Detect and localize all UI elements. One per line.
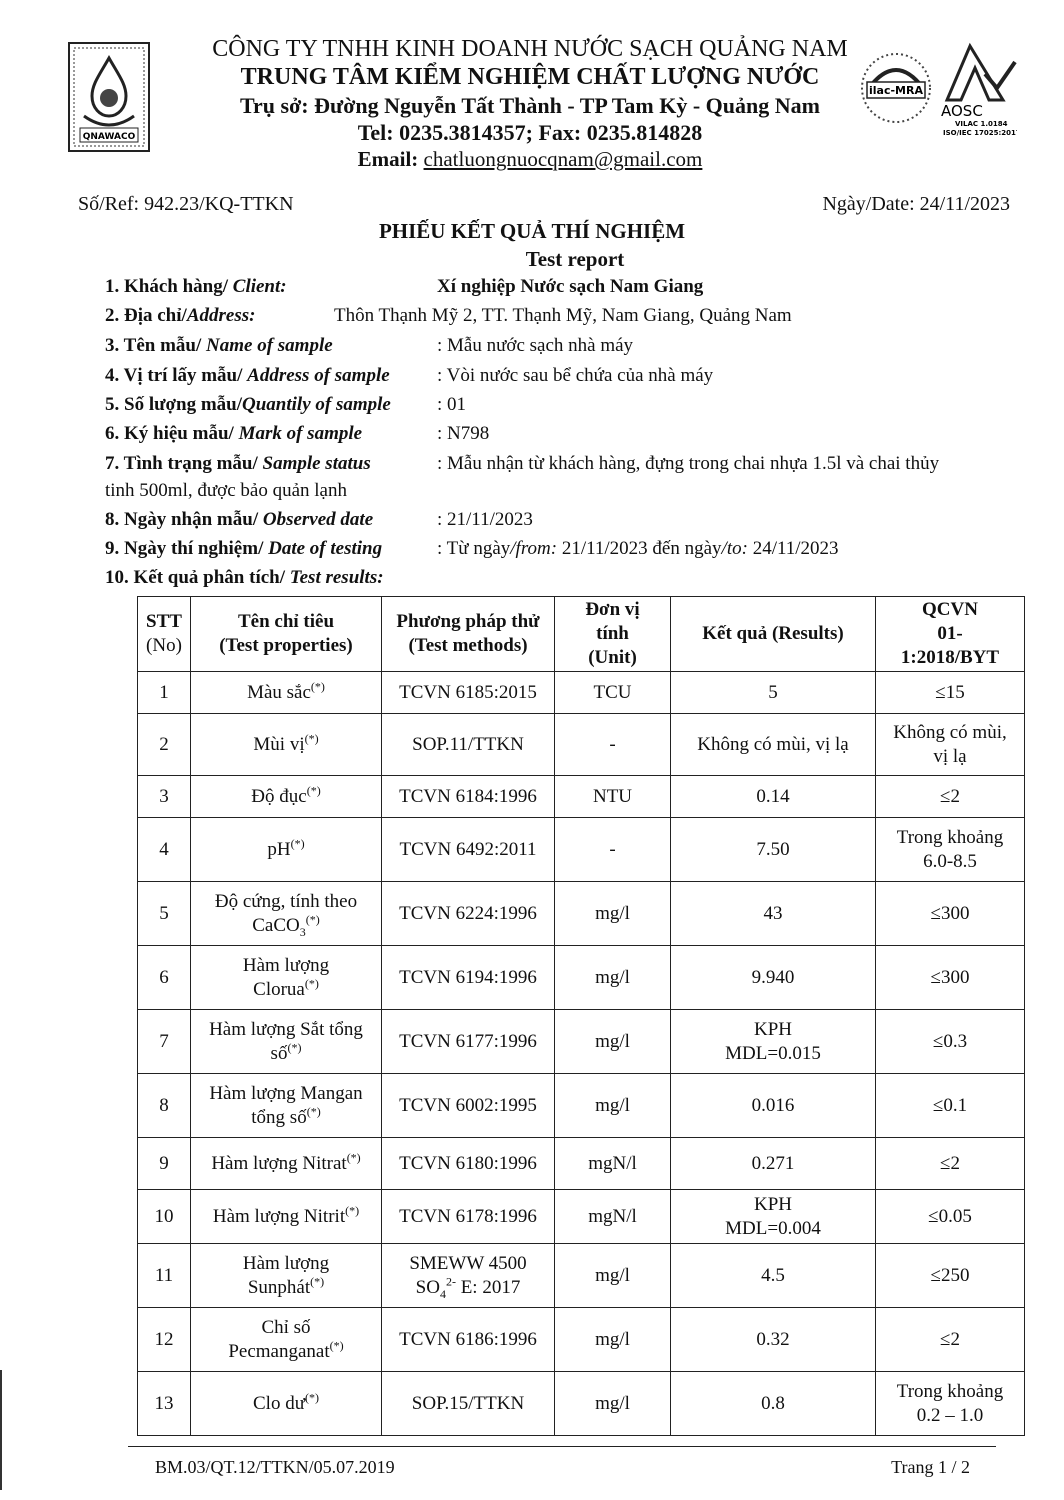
cell-unit: - (555, 714, 671, 776)
received-date-label: 8. Ngày nhận mẫu/ Observed date (105, 509, 374, 530)
table-row (138, 672, 1025, 714)
table-row (138, 1010, 1025, 1074)
cell-unit: mg/l (555, 1010, 671, 1074)
cell-limit: ≤300 (876, 946, 1025, 1010)
cell-method: TCVN 6002:1995 (382, 1074, 555, 1138)
cell-result: 4.5 (671, 1244, 876, 1308)
cell-method: SOP.11/TTKN (382, 714, 555, 776)
table-row (138, 882, 1025, 946)
table-row (138, 946, 1025, 1010)
sample-status-value: : Mẫu nhận từ khách hàng, đựng trong chai nhựa 1.5l và chai thủy (437, 453, 940, 474)
cell-unit: mg/l (555, 1372, 671, 1436)
center-name: TRUNG TÂM KIỂM NGHIỆM CHẤT LƯỢNG NƯỚC (240, 64, 820, 90)
table-row (138, 1308, 1025, 1372)
cell-limit: ≤2 (876, 776, 1025, 818)
cell-unit: NTU (555, 776, 671, 818)
cell-result: KPH MDL=0.015 (671, 1010, 876, 1074)
cell-result: 0.32 (671, 1308, 876, 1372)
cell-no: 8 (138, 1074, 191, 1138)
testing-date-label: 9. Ngày thí nghiệm/ Date of testing (105, 538, 383, 559)
col-header-results: Kết quả (Results) (671, 597, 876, 672)
cell-limit: Không có mùi, vị lạ (876, 714, 1025, 776)
cell-no: 5 (138, 882, 191, 946)
table-row (138, 1244, 1025, 1308)
sample-mark-label: 6. Ký hiệu mẫu/ Mark of sample (105, 423, 363, 444)
cell-limit: Trong khoảng 6.0-8.5 (876, 818, 1025, 882)
cell-no: 12 (138, 1308, 191, 1372)
cell-unit: mgN/l (555, 1138, 671, 1190)
cell-no: 6 (138, 946, 191, 1010)
cell-property: Hàm lượng Sắt tổng số(*) (191, 1010, 382, 1074)
cell-unit: TCU (555, 672, 671, 714)
cell-no: 4 (138, 818, 191, 882)
cell-method: TCVN 6492:2011 (382, 818, 555, 882)
table-row (138, 714, 1025, 776)
cell-unit: mg/l (555, 1244, 671, 1308)
cell-limit: ≤2 (876, 1138, 1025, 1190)
cell-no: 13 (138, 1372, 191, 1436)
cell-no: 2 (138, 714, 191, 776)
sample-status-label: 7. Tình trạng mẫu/ Sample status (105, 453, 371, 474)
cell-no: 9 (138, 1138, 191, 1190)
report-subtitle: Test report (525, 247, 625, 271)
contact-phone: Tel: 0235.3814357; Fax: 0235.814828 (357, 120, 703, 145)
email-link[interactable]: chatluongnuocqnam@gmail.com (423, 147, 703, 171)
cell-result: 5 (671, 672, 876, 714)
form-code: BM.03/QT.12/TTKN/05.07.2019 (155, 1457, 395, 1477)
head-office-address: Trụ sở: Đường Nguyễn Tất Thành - TP Tam Kỳ - Quảng Nam (240, 93, 820, 118)
cell-property: Mùi vị(*) (191, 714, 382, 776)
cell-result: Không có mùi, vị lạ (671, 714, 876, 776)
company-name: CÔNG TY TNHH KINH DOANH NƯỚC SẠCH QUẢNG NAM (212, 36, 848, 62)
ilac-mra-logo (855, 48, 937, 128)
contact-email (130, 147, 930, 172)
cell-method: SOP.15/TTKN (382, 1372, 555, 1436)
cell-result: 7.50 (671, 818, 876, 882)
sample-quantity-label: 5. Số lượng mẫu/Quantily of sample (105, 394, 391, 415)
sample-quantity-value: : 01 (437, 394, 467, 415)
cell-result: 0.14 (671, 776, 876, 818)
cell-method: TCVN 6224:1996 (382, 882, 555, 946)
received-date-value: : 21/11/2023 (437, 509, 533, 530)
table-row (138, 1074, 1025, 1138)
cell-limit: ≤2 (876, 1308, 1025, 1372)
cell-property: Hàm lượng Mangan tổng số(*) (191, 1074, 382, 1138)
col-header-no: STT (No) (138, 597, 191, 672)
cell-method: TCVN 6184:1996 (382, 776, 555, 818)
cell-unit: mgN/l (555, 1190, 671, 1244)
cell-no: 1 (138, 672, 191, 714)
sample-location-value: : Vòi nước sau bể chứa của nhà máy (437, 365, 714, 386)
cell-method: TCVN 6177:1996 (382, 1010, 555, 1074)
cell-property: Hàm lượng Nitrit(*) (191, 1190, 382, 1244)
testing-date-value: : Từ ngày/from: 21/11/2023 đến ngày/to: 24/11/2023 (437, 538, 839, 559)
table-header-row (138, 597, 1025, 672)
cell-property: Độ đục(*) (191, 776, 382, 818)
cell-property: Hàm lượng Nitrat(*) (191, 1138, 382, 1190)
footer-divider (128, 1446, 996, 1447)
cell-result: 9.940 (671, 946, 876, 1010)
sample-mark-value: : N798 (437, 423, 490, 444)
cell-property: Clo dư(*) (191, 1372, 382, 1436)
cell-property: Hàm lượng Clorua(*) (191, 946, 382, 1010)
table-row (138, 818, 1025, 882)
cell-limit: ≤0.3 (876, 1010, 1025, 1074)
cell-limit: ≤0.1 (876, 1074, 1025, 1138)
table-row (138, 1138, 1025, 1190)
cell-unit: mg/l (555, 946, 671, 1010)
col-header-methods: Phương pháp thử (Test methods) (382, 597, 555, 672)
cell-limit: ≤0.05 (876, 1190, 1025, 1244)
cell-unit: mg/l (555, 1074, 671, 1138)
aosc-logo (935, 40, 1017, 140)
ilac-text: ilac-MRA (869, 84, 923, 97)
cell-method: TCVN 6180:1996 (382, 1138, 555, 1190)
cell-no: 7 (138, 1010, 191, 1074)
cell-method: TCVN 6194:1996 (382, 946, 555, 1010)
aosc-text: AOSC (941, 102, 983, 120)
logo-text: QNAWACO (82, 132, 136, 142)
client-value: Xí nghiệp Nước sạch Nam Giang (437, 276, 704, 297)
results-table (137, 596, 1025, 1436)
address-value: Thôn Thạnh Mỹ 2, TT. Thạnh Mỹ, Nam Giang, Quảng Nam (334, 305, 792, 326)
cell-limit: ≤300 (876, 882, 1025, 946)
page-number: Trang 1 / 2 (891, 1457, 970, 1477)
cell-result: 0.8 (671, 1372, 876, 1436)
iso-text: ISO/IEC 17025:2017 (943, 129, 1017, 137)
sample-name-label: 3. Tên mẫu/ Name of sample (105, 335, 333, 356)
sample-status-value-cont: tinh 500ml, được bảo quản lạnh (105, 480, 347, 501)
cell-result: 0.016 (671, 1074, 876, 1138)
cell-property: Hàm lượng Sunphát(*) (191, 1244, 382, 1308)
cell-property: Độ cứng, tính theo CaCO$_3$(*) (191, 882, 382, 946)
cell-property: pH(*) (191, 818, 382, 882)
report-date: Ngày/Date: 24/11/2023 (822, 193, 1010, 215)
cell-method: TCVN 6186:1996 (382, 1308, 555, 1372)
email-label: Email: (357, 147, 419, 171)
cell-unit: mg/l (555, 1308, 671, 1372)
cell-no: 10 (138, 1190, 191, 1244)
col-header-properties: Tên chỉ tiêu (Test properties) (191, 597, 382, 672)
cell-method: TCVN 6178:1996 (382, 1190, 555, 1244)
cell-result: 43 (671, 882, 876, 946)
table-row (138, 1372, 1025, 1436)
col-header-unit: Đơn vị tính (Unit) (555, 597, 671, 672)
cell-method: SMEWW 4500 $SO_4^{2-}$ E: 2017 (382, 1244, 555, 1308)
sample-name-value: : Mẫu nước sạch nhà máy (437, 335, 634, 356)
cell-result: 0.271 (671, 1138, 876, 1190)
results-label: 10. Kết quả phân tích/ Test results: (105, 567, 384, 588)
table-row (138, 1190, 1025, 1244)
cell-limit: Trong khoảng 0.2 – 1.0 (876, 1372, 1025, 1436)
client-label: 1. Khách hàng/ Client: (105, 276, 287, 297)
address-label: 2. Địa chỉ/Address: (105, 305, 256, 326)
cell-no: 11 (138, 1244, 191, 1308)
col-header-qcvn: QCVN 01- 1:2018/BYT (876, 597, 1025, 672)
cell-method: TCVN 6185:2015 (382, 672, 555, 714)
cell-unit: - (555, 818, 671, 882)
sample-location-label: 4. Vị trí lấy mẫu/ Address of sample (105, 365, 390, 386)
cell-result: KPH MDL=0.004 (671, 1190, 876, 1244)
cell-no: 3 (138, 776, 191, 818)
table-row (138, 776, 1025, 818)
cell-unit: mg/l (555, 882, 671, 946)
cell-limit: ≤15 (876, 672, 1025, 714)
vilac-text: VILAC 1.0184 (955, 120, 1008, 128)
cell-property: Màu sắc(*) (191, 672, 382, 714)
scan-edge-mark (0, 1370, 2, 1490)
cell-property: Chỉ số Pecmanganat(*) (191, 1308, 382, 1372)
cell-limit: ≤250 (876, 1244, 1025, 1308)
report-title: PHIẾU KẾT QUẢ THÍ NGHIỆM (378, 219, 686, 243)
reference-number: Số/Ref: 942.23/KQ-TTKN (78, 193, 294, 215)
